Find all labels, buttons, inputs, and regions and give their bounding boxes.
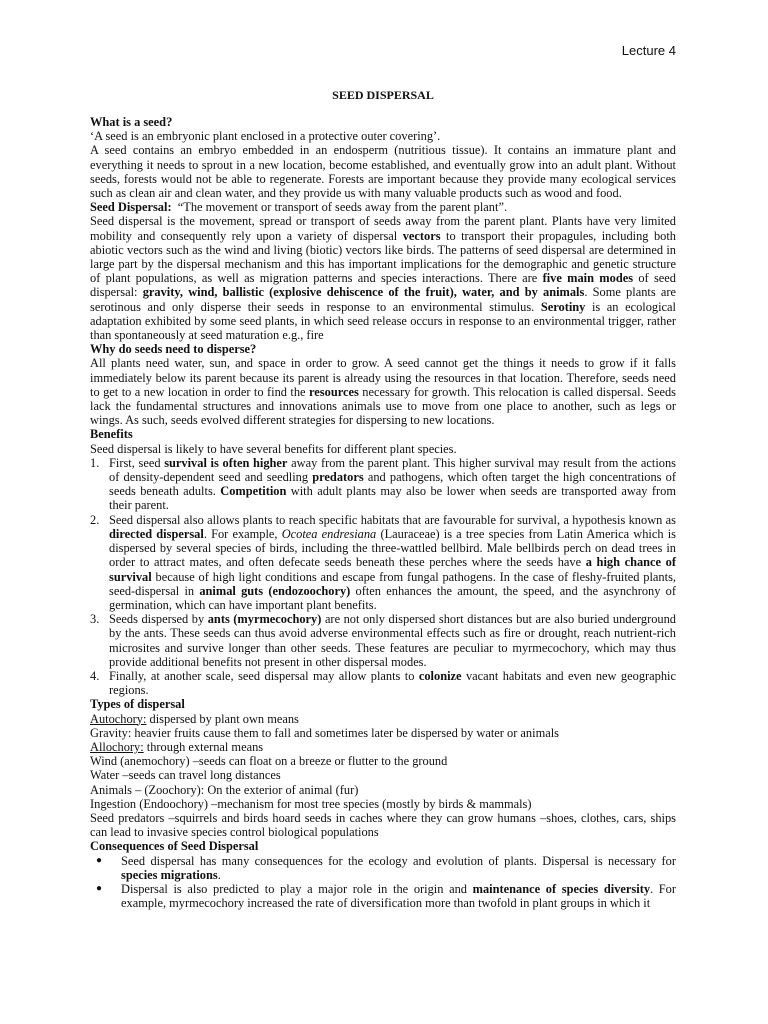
text-run: with adult plants may also be lower when seeds are transported away from their parent.: [109, 484, 676, 513]
text-run: vacant habitats and even new geographic regions.: [109, 668, 676, 698]
text-run: are not only dispersed short distances but are also buried underground by the ants. These seeds can thus avoid adverse environmental effects such as fire or drought, reach nutrient-rich microsites and survive longer than other seeds. These features are peculiar to myrmecochory, which may thus provide additional benefits not present in other dispersal modes.: [109, 612, 676, 669]
seed-dispersal-quote: “The movement or transport of seeds away from the parent plant”.: [177, 200, 508, 215]
benefits-list: [90, 456, 676, 697]
text-run: . For example,: [203, 526, 278, 541]
autochory-label: Autochory:: [90, 711, 147, 726]
emphasis: vectors: [402, 228, 441, 243]
emphasis: survival is often higher: [164, 455, 288, 470]
text-run: Seed dispersal has many consequences for the ecology and evolution of plants. Dispersal is necessary for: [121, 853, 676, 868]
emphasis: gravity, wind, ballistic (explosive dehiscence of the fruit), water, and by animals: [142, 285, 585, 300]
text-run: necessary for growth. This relocation is called dispersal. Seeds lack the fundamental structures and innovations animals use to move from one place to another, such as legs or wings. As such, seeds evolved different strategies for dispersing to new locations.: [90, 384, 676, 428]
emphasis: species migrations: [121, 867, 218, 882]
section-heading-benefits: Benefits: [90, 427, 133, 442]
list-number: 1.: [90, 455, 100, 470]
emphasis: maintenance of species diversity: [472, 881, 651, 896]
text-run: Dispersal is also predicted to play a major role in the origin and: [121, 881, 467, 896]
why-disperse-paragraph: [90, 356, 676, 427]
emphasis: resources: [309, 384, 359, 399]
text-run: Seed dispersal also allows plants to reach specific habitats that are favourable for survival, a hypothesis known as: [109, 512, 676, 527]
document-body: [90, 115, 676, 910]
emphasis: colonize: [418, 668, 462, 683]
water-line: Water –seeds can travel long distances: [90, 768, 281, 783]
text-run: Seeds dispersed by: [109, 612, 205, 627]
text-run: and pathogens, which often target the high concentrations of seeds beneath adults.: [109, 470, 676, 499]
section-heading-types: Types of dispersal: [90, 697, 185, 712]
text-run: through external means: [143, 739, 264, 754]
species-name: Ocotea endresiana: [281, 526, 377, 541]
consequences-list: [90, 854, 676, 911]
lecture-header: Lecture 4: [621, 43, 676, 58]
text-run: .: [217, 867, 221, 882]
section-heading-why-disperse: Why do seeds need to disperse?: [90, 342, 257, 357]
section-heading-consequences: Consequences of Seed Dispersal: [90, 839, 259, 854]
seed-quote: ‘A seed is an embryonic plant enclosed in a protective outer covering’.: [90, 129, 441, 144]
list-number: 3.: [90, 612, 100, 627]
seed-dispersal-definition: [90, 200, 676, 214]
seed-paragraph: A seed contains an embryo embedded in an endosperm (nutritious tissue). It contains an immature plant and everything it needs to sprout in a new location, become established, and eventually grow into an adult plant. Without seeds, forests would not be able to regenerate. Forests are important because they provide many ecological services such as clean air and clean water, and they provide us with many valuable products such as wood and food.: [90, 143, 676, 201]
autochory-line: [90, 712, 676, 726]
list-item: [90, 854, 676, 882]
text-run: . Some plants are serotinous and only disperse their seeds in response to an environmental stimulus.: [90, 285, 676, 314]
list-item: [90, 669, 676, 697]
text-run: First, seed: [109, 455, 161, 470]
text-run: to transport their propagules, including both abiotic vectors such as the wind and living (biotic) vectors like birds. The patterns of seed dispersal are determined in large part by the dispersal mechanism and this has important implications for the demographic and genetic structure of plant populations, as well as migration patterns and species interactions. There are: [90, 228, 676, 286]
emphasis: a high chance of survival: [109, 555, 676, 584]
list-number: 2.: [90, 512, 100, 527]
list-item: [90, 456, 676, 513]
emphasis: five main modes: [542, 271, 634, 286]
allochory-line: [90, 740, 676, 754]
ingestion-line: Ingestion (Endoochory) –mechanism for most tree species (mostly by birds & mammals): [90, 796, 532, 811]
text-run: away from the parent plant. This higher survival may result from the actions of density-dependent seed and seedling: [109, 455, 676, 485]
text-run: . For example, myrmecochory increased the rate of diversification more than twofold in plant groups in which it: [121, 881, 676, 911]
list-item: [90, 882, 676, 910]
emphasis: Competition: [220, 484, 287, 499]
benefits-intro: Seed dispersal is likely to have several benefits for different plant species.: [90, 441, 457, 456]
emphasis: ants (myrmecochory): [207, 612, 322, 627]
text-run: is an ecological adaptation exhibited by some seed plants, in which seed release occurs in response to an environmental trigger, rather than spontaneously at seed maturation e.g., fire: [90, 299, 676, 343]
list-item: [90, 612, 676, 669]
text-run: dispersed by plant own means: [146, 711, 299, 726]
bullet-icon: ●: [96, 854, 103, 866]
seed-dispersal-paragraph: [90, 214, 676, 342]
predators-line: Seed predators –squirrels and birds hoard seeds in caches where they can grow humans –shoes, clothes, cars, ships can lead to invasive species control biological populations: [90, 810, 676, 840]
text-run: Seed dispersal is the movement, spread or transport of seeds away from the parent plant. Plants have very limited mobility and consequently rely upon a variety of dispersal: [90, 214, 676, 243]
section-heading-what-is-seed: What is a seed?: [90, 115, 173, 129]
text-run: of seed dispersal:: [90, 271, 676, 300]
emphasis: animal guts (endozoochory): [199, 583, 351, 598]
list-number: 4.: [90, 668, 100, 683]
animals-line: Animals – (Zoochory): On the exterior of animal (fur): [90, 782, 359, 797]
text-run: often enhances the amount, the speed, and the asynchrony of germination, which can have important plant benefits.: [109, 583, 676, 612]
list-item: [90, 513, 676, 612]
emphasis: predators: [312, 470, 364, 485]
bullet-icon: ●: [96, 882, 103, 894]
gravity-line: Gravity: heavier fruits cause them to fall and sometimes later be dispersed by water or animals: [90, 725, 559, 740]
text-run: All plants need water, sun, and space in order to grow. A seed cannot get the things it needs to grow if it falls immediately below its parent because its parent is already using the resources in that location. Therefore, seeds need to get to a new location in order to find the: [90, 356, 676, 399]
emphasis: Serotiny: [540, 299, 586, 314]
allochory-label: Allochory:: [90, 739, 144, 754]
seed-dispersal-label: Seed Dispersal:: [90, 200, 172, 215]
text-run: because of high light conditions and escape from fungal pathogens. In the case of fleshy-fruited plants, seed-dispersal in: [109, 569, 676, 598]
document-page: [90, 0, 676, 1024]
page-title: SEED DISPERSAL: [332, 88, 434, 102]
text-run: Finally, at another scale, seed dispersal may allow plants to: [109, 668, 415, 683]
text-run: (Lauraceae) is a tree species from Latin America which is dispersed by several species of birds, including the three-wattled bellbird. Male bellbirds perch on dead trees in order to attract mates, and often defecate seeds beneath these perches where the seeds have: [109, 526, 676, 570]
emphasis: directed dispersal: [109, 526, 204, 541]
wind-line: Wind (anemochory) –seeds can float on a breeze or flutter to the ground: [90, 754, 448, 769]
